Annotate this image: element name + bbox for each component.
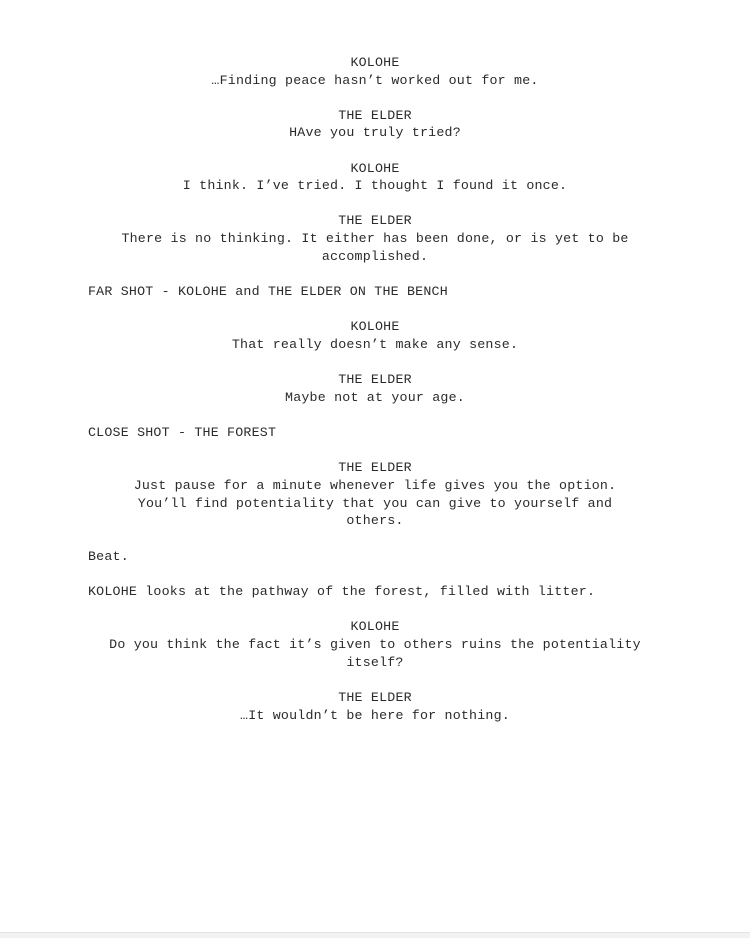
dialogue-line: …Finding peace hasn’t worked out for me. [211,73,539,88]
action-line: Beat. [88,549,129,564]
character-name: KOLOHE [350,55,400,70]
dialogue-line: Maybe not at your age. [285,390,465,405]
character-name: KOLOHE [350,319,400,334]
dialogue-line: Just pause for a minute whenever life gives you the option. [133,478,617,493]
dialogue-line: …It wouldn’t be here for nothing. [240,708,510,723]
dialogue-line: others. [346,513,404,528]
dialogue-line: accomplished. [321,249,429,264]
dialogue-line: itself? [346,655,404,670]
character-name: THE ELDER [338,690,412,705]
dialogue-line: That really doesn’t make any sense. [231,337,519,352]
dialogue-line: There is no thinking. It either has been done, or is yet to be [121,231,629,246]
character-name: KOLOHE [350,161,400,176]
character-name: KOLOHE [350,619,400,634]
character-name: THE ELDER [338,372,412,387]
scene-heading: CLOSE SHOT - THE FOREST [88,425,277,440]
dialogue-line: You’ll find potentiality that you can give to yourself and [137,496,613,511]
dialogue-line: Do you think the fact it’s given to others ruins the potentiality [109,637,641,652]
character-name: THE ELDER [338,460,412,475]
character-name: THE ELDER [338,213,412,228]
action-line: KOLOHE looks at the pathway of the forest, filled with litter. [88,584,596,599]
page-bottom-edge [0,932,750,938]
scene-heading: FAR SHOT - KOLOHE and THE ELDER ON THE BENCH [88,284,448,299]
character-name: THE ELDER [338,108,412,123]
dialogue-line: I think. I’ve tried. I thought I found it once. [182,178,568,193]
dialogue-line: HAve you truly tried? [289,125,461,140]
